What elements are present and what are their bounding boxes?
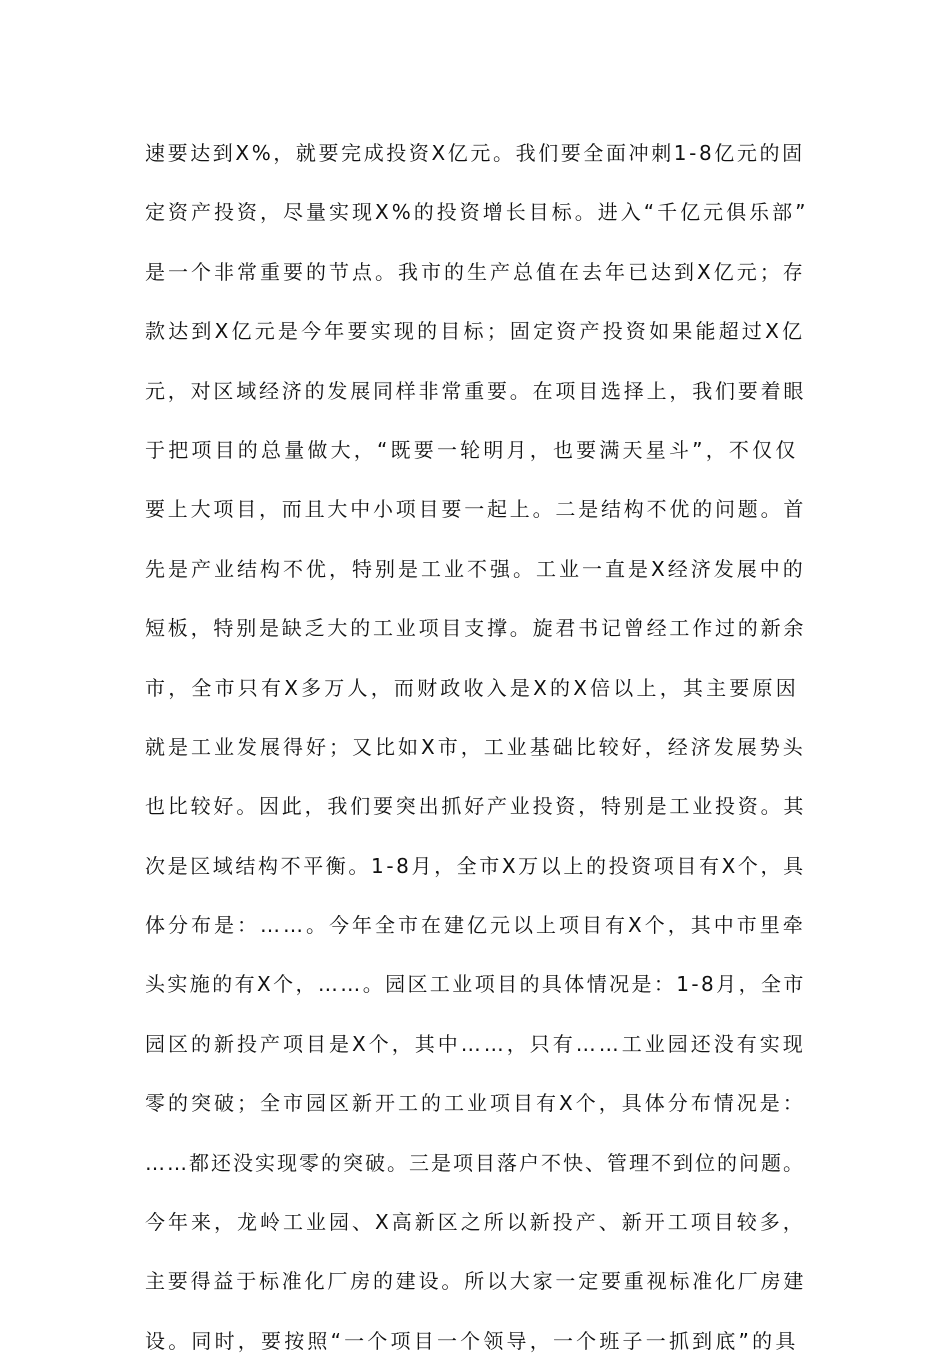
- text-line-3: 是一个非常重要的节点。我市的生产总值在去年已达到X亿元；存: [145, 259, 806, 284]
- text-line-7: 要上大项目，而且大中小项目要一起上。二是结构不优的问题。首: [145, 497, 807, 522]
- text-line-16: 园区的新投产项目是X个，其中……，只有……工业园还没有实现: [145, 1031, 806, 1056]
- text-line-5: 元，对区域经济的发展同样非常重要。在项目选择上，我们要着眼: [145, 378, 807, 403]
- text-line-17: 零的突破；全市园区新开工的工业项目有X个，具体分布情况是：: [145, 1091, 806, 1116]
- text-line-15: 头实施的有X个，……。园区工业项目的具体情况是：1-8月，全市: [145, 972, 806, 997]
- text-line-18: ……都还没实现零的突破。三是项目落户不快、管理不到位的问题。: [145, 1150, 805, 1175]
- text-line-10: 市，全市只有X多万人，而财政收入是X的X倍以上，其主要原因: [145, 675, 799, 700]
- text-line-9: 短板，特别是缺乏大的工业项目支撑。旋君书记曾经工作过的新余: [145, 616, 807, 641]
- text-line-4: 款达到X亿元是今年要实现的目标；固定资产投资如果能超过X亿: [145, 319, 806, 344]
- text-line-14: 体分布是：……。今年全市在建亿元以上项目有X个，其中市里牵: [145, 913, 806, 938]
- text-line-12: 也比较好。因此，我们要突出抓好产业投资，特别是工业投资。其: [145, 794, 807, 819]
- text-line-21: 设。同时，要按照“一个项目一个领导，一个班子一抓到底”的具: [145, 1328, 799, 1353]
- text-line-20: 主要得益于标准化厂房的建设。所以大家一定要重视标准化厂房建: [145, 1269, 807, 1294]
- text-line-6: 于把项目的总量做大，“既要一轮明月，也要满天星斗”，不仅仅: [145, 437, 799, 462]
- text-line-13: 次是区域结构不平衡。1-8月，全市X万以上的投资项目有X个，具: [145, 853, 806, 878]
- text-line-8: 先是产业结构不优，特别是工业不强。工业一直是X经济发展中的: [145, 556, 806, 581]
- text-line-2: 定资产投资，尽量实现X%的投资增长目标。进入“千亿元俱乐部”: [145, 200, 809, 225]
- text-line-11: 就是工业发展得好；又比如X市，工业基础比较好，经济发展势头: [145, 734, 806, 759]
- text-line-19: 今年来，龙岭工业园、X高新区之所以新投产、新开工项目较多，: [145, 1210, 806, 1235]
- text-line-1: 速要达到X%，就要完成投资X亿元。我们要全面冲刺1-8亿元的固: [145, 141, 805, 165]
- body-text: [145, 124, 810, 1371]
